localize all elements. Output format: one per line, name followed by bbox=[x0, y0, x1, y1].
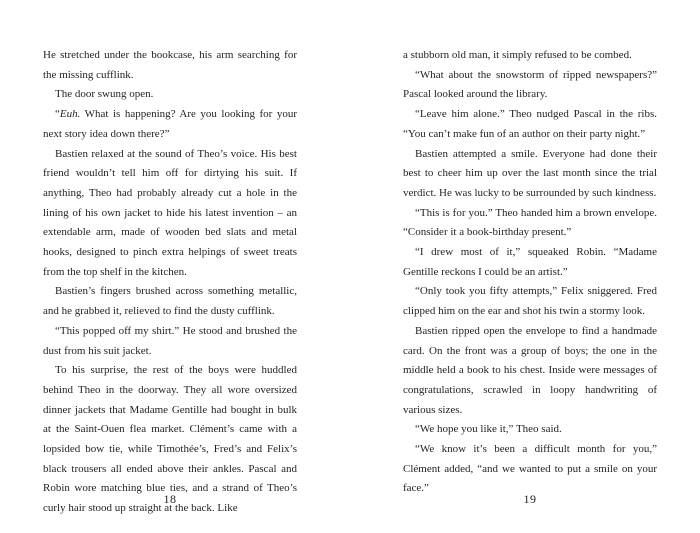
paragraph: “Leave him alone.” Theo nudged Pascal in the ribs. “You can’t make fun of an author on their party night.” bbox=[403, 108, 657, 140]
quote-open: “ bbox=[55, 108, 60, 121]
paragraph: “We hope you like it,” Theo said. bbox=[415, 423, 562, 436]
paragraph: Bastien’s fingers brushed across something metallic, and he grabbed it, relieved to find the dusty cufflink. bbox=[43, 285, 297, 318]
page-number: 19 bbox=[523, 492, 537, 506]
paragraph: “I drew most of it,” squeaked Robin. “Madame Gentille reckons I could be an artist.” bbox=[403, 246, 657, 278]
paragraph: “Only took you fifty attempts,” Felix sniggered. Fred clipped him on the ear and shot his twin a stormy look. bbox=[403, 285, 657, 318]
paragraph: To his surprise, the rest of the boys were huddled behind Theo in the doorway. They all wore oversized dinner jackets that Madame Gentille had bought in bulk at the Saint-Ouen flea market. Clément’s came with a lopsided bow tie, while Timothée’s, Fred’s and Felix’s black trousers all ended above their ankles. Pascal and Robin wore matching blue ties, and a strand of Theo’s curly hair stood up straight at the back. Like bbox=[43, 364, 297, 515]
right-page bbox=[350, 0, 700, 533]
page-number: 18 bbox=[163, 492, 177, 506]
paragraph: “This popped off my shirt.” He stood and brushed the dust from his suit jacket. bbox=[43, 324, 297, 357]
paragraph: He stretched under the bookcase, his arm searching for the missing cufflink. bbox=[43, 49, 297, 81]
paragraph: “This is for you.” Theo handed him a brown envelope. “Consider it a book-birthday present.” bbox=[403, 206, 657, 239]
right-page-text bbox=[403, 46, 657, 499]
paragraph: a stubborn old man, it simply refused to be combed. bbox=[403, 49, 632, 61]
paragraph: “What about the snowstorm of ripped newspapers?” Pascal looked around the library. bbox=[403, 68, 657, 101]
italic-interjection: Euh. bbox=[59, 108, 81, 121]
paragraph bbox=[43, 105, 297, 144]
paragraph: Bastien relaxed at the sound of Theo’s voice. His best friend wouldn’t tell him off for dirtying his suit. If anything, Theo had probably already cut a hole in the lining of his own jacket to hide his latest invention – an extendable arm, made of wooden bed slats and metal hooks, designed to pinch extra helpings of sweet treats from the top shelf in the kitchen. bbox=[43, 147, 297, 278]
paragraph: The door swung open. bbox=[55, 88, 154, 101]
paragraph: Bastien attempted a smile. Everyone had done their best to cheer him up over the last month since the trial verdict. He was lucky to be surrounded by such kindness. bbox=[403, 147, 657, 199]
paragraph: Bastien ripped open the envelope to find a handmade card. On the front was a group of boys; the one in the middle held a book to his chest. Inside were messages of congratulations, scrawled in loopy handwriting of various sizes. bbox=[403, 324, 657, 416]
left-page-text bbox=[43, 46, 297, 519]
paragraph: “We know it’s been a difficult month for you,” Clément added, “and we wanted to put a smile on your face.” bbox=[403, 443, 657, 495]
quote-rest: What is happening? Are you looking for your next story idea down there?” bbox=[43, 108, 297, 140]
